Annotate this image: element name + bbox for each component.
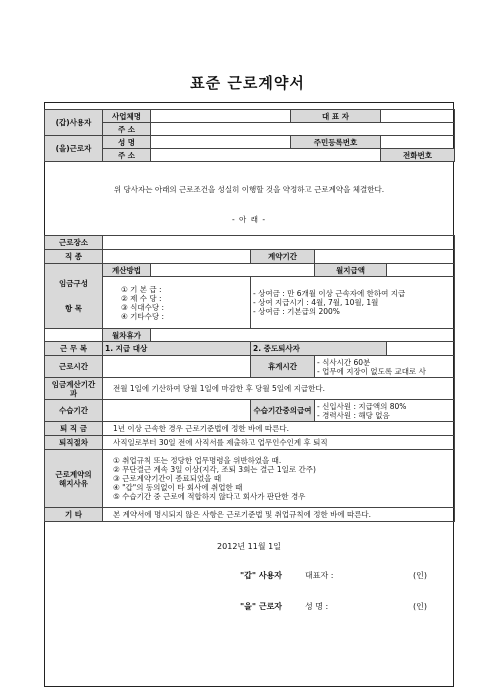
employer-rep-label: 대표자 : (305, 571, 334, 580)
employer-label: (갑)사용자 (45, 110, 103, 136)
probation-pay-label: 수습기간중의급여 (251, 400, 315, 422)
wage-items (103, 277, 251, 329)
wage-label-gap (47, 288, 100, 304)
resident-no-field[interactable] (381, 136, 455, 149)
termination-item: ④ "갑"의 동의없이 타 회사에 취업한 때 (113, 483, 243, 492)
calc-field[interactable] (151, 264, 315, 277)
period-field[interactable] (315, 250, 455, 264)
intro-text: 위 당사자는 아래의 근로조건을 성실히 이행할 것을 약정하고 근로계약을 체결한다. (113, 185, 385, 194)
employee-address-label: 주 소 (103, 149, 151, 162)
termination-item: ⑤ 수습기간 중 근로에 적합하지 않다고 회사가 판단한 경우 (113, 492, 306, 501)
employer-seal[interactable]: (인) (413, 571, 427, 580)
employee-sign-label: "을" 근로자 (240, 602, 283, 611)
wage-item: ① 기 본 급 : (121, 284, 162, 294)
conditions-table (44, 235, 455, 522)
rest-note: - 업무에 지장이 없도록 교대로 사 (317, 366, 426, 376)
contract-date: 2012년 11월 1일 (217, 542, 281, 551)
employee-seal[interactable]: (인) (413, 602, 427, 611)
monthly-label: 월지급액 (315, 264, 387, 277)
work-time-field[interactable] (103, 356, 251, 378)
bonus-note: - 상여금 : 만 6개월 이상 근속자에 한하여 지급 (253, 289, 406, 298)
uniform-option-1: 1. 지급 대상 (103, 342, 251, 356)
wage-label (45, 264, 103, 329)
termination-label (45, 450, 103, 508)
business-name-label: 사업체명 (103, 110, 151, 123)
uniform-option-2: 2. 중도퇴사자 (251, 342, 387, 356)
wage-item: ④ 기타수당 : (121, 311, 164, 321)
business-name-field[interactable] (151, 110, 291, 123)
rest-note: - 식사시간 60분 (317, 357, 371, 367)
termination-item: ② 무단결근 계속 3일 이상(지각, 조퇴 3회는 결근 1일로 간주) (113, 465, 316, 474)
leave-blank (45, 329, 103, 342)
employee-name-sign-label: 성 명 : (305, 602, 329, 611)
bonus-note: - 상여금 : 기본급의 200% (253, 307, 340, 316)
termination-label-1: 근로계약의 (55, 469, 92, 479)
representative-label: 대 표 자 (291, 110, 381, 123)
resign-label: 퇴직절차 (45, 436, 103, 450)
wage-item: ③ 식대수당 : (121, 302, 164, 312)
wage-label-2: 항 목 (64, 304, 83, 313)
parties-table (44, 109, 455, 162)
wage-period-label-1: 임금계산기간 (51, 379, 96, 389)
other-value: 본 계약서에 명시되지 않은 사항은 근로기준법 및 취업규칙에 정한 바에 따른다. (103, 508, 455, 522)
job-field[interactable] (103, 250, 251, 264)
calc-label: 계산방법 (103, 264, 151, 277)
employee-address-field[interactable] (151, 149, 381, 162)
workplace-field[interactable] (103, 236, 455, 250)
monthly-field[interactable] (387, 264, 455, 277)
below-heading: - 아 래 - (231, 215, 267, 224)
employee-sign (240, 601, 282, 612)
wage-period-label-2: 과 (69, 388, 78, 398)
employer-sign-label: "갑" 사용자 (240, 571, 283, 580)
uniform-label: 근 무 복 (45, 342, 103, 356)
period-label: 계약기간 (251, 250, 315, 264)
leave-field[interactable] (151, 329, 455, 342)
rest-notes (315, 356, 455, 378)
employee-label: (을)근로자 (45, 136, 103, 162)
wage-period-value: 전월 1일에 기산하여 당월 1일에 마감한 후 당월 5일에 지급한다. (103, 378, 455, 400)
phone-label: 전화번호 (381, 149, 455, 162)
other-label: 기 타 (45, 508, 103, 522)
document-title: 표준 근로계약서 (190, 74, 305, 92)
severance-label: 퇴 직 금 (45, 422, 103, 436)
probation-field[interactable] (103, 400, 251, 422)
probation-label: 수습기간 (45, 400, 103, 422)
resident-no-label: 주민등록번호 (291, 136, 381, 149)
employer-sign (240, 570, 282, 581)
bonus-notes (251, 277, 455, 329)
job-label: 직 종 (45, 250, 103, 264)
probation-note: - 신입사원 : 지급액의 80% (317, 401, 407, 411)
termination-label-2: 해지사유 (59, 478, 88, 488)
termination-item: ① 취업규칙 또는 정당한 업무명령을 위반하였을 때. (113, 456, 282, 465)
workplace-label: 근로장소 (45, 236, 103, 250)
probation-notes (315, 400, 455, 422)
employee-name-field[interactable] (151, 136, 291, 149)
wage-period-label (45, 378, 103, 400)
uniform-field[interactable] (387, 342, 455, 356)
employer-address-label: 주 소 (103, 123, 151, 136)
termination-item: ③ 근로계약기간이 종료되었을 때 (113, 474, 222, 483)
termination-items (103, 450, 455, 508)
severance-value: 1년 이상 근속한 경우 근로기준법에 정한 바에 따른다. (103, 422, 455, 436)
leave-label: 월차휴가 (103, 329, 151, 342)
employee-name-label: 성 명 (103, 136, 151, 149)
wage-item: ② 제 수 당 : (121, 293, 162, 303)
representative-field[interactable] (381, 110, 455, 123)
resign-value: 사직일로부터 30일 전에 사직서를 제출하고 업무인수인계 후 퇴직 (103, 436, 455, 450)
intro-section (44, 172, 454, 234)
employer-address-field[interactable] (151, 123, 455, 136)
work-time-label: 근로시간 (45, 356, 103, 378)
bonus-note: - 상여 지급시기 : 4월, 7월, 10월, 1월 (253, 298, 379, 307)
probation-note: - 경력사원 : 해당 없음 (317, 410, 390, 420)
wage-label-1: 임금구성 (59, 279, 88, 288)
rest-label: 휴게시간 (251, 356, 315, 378)
